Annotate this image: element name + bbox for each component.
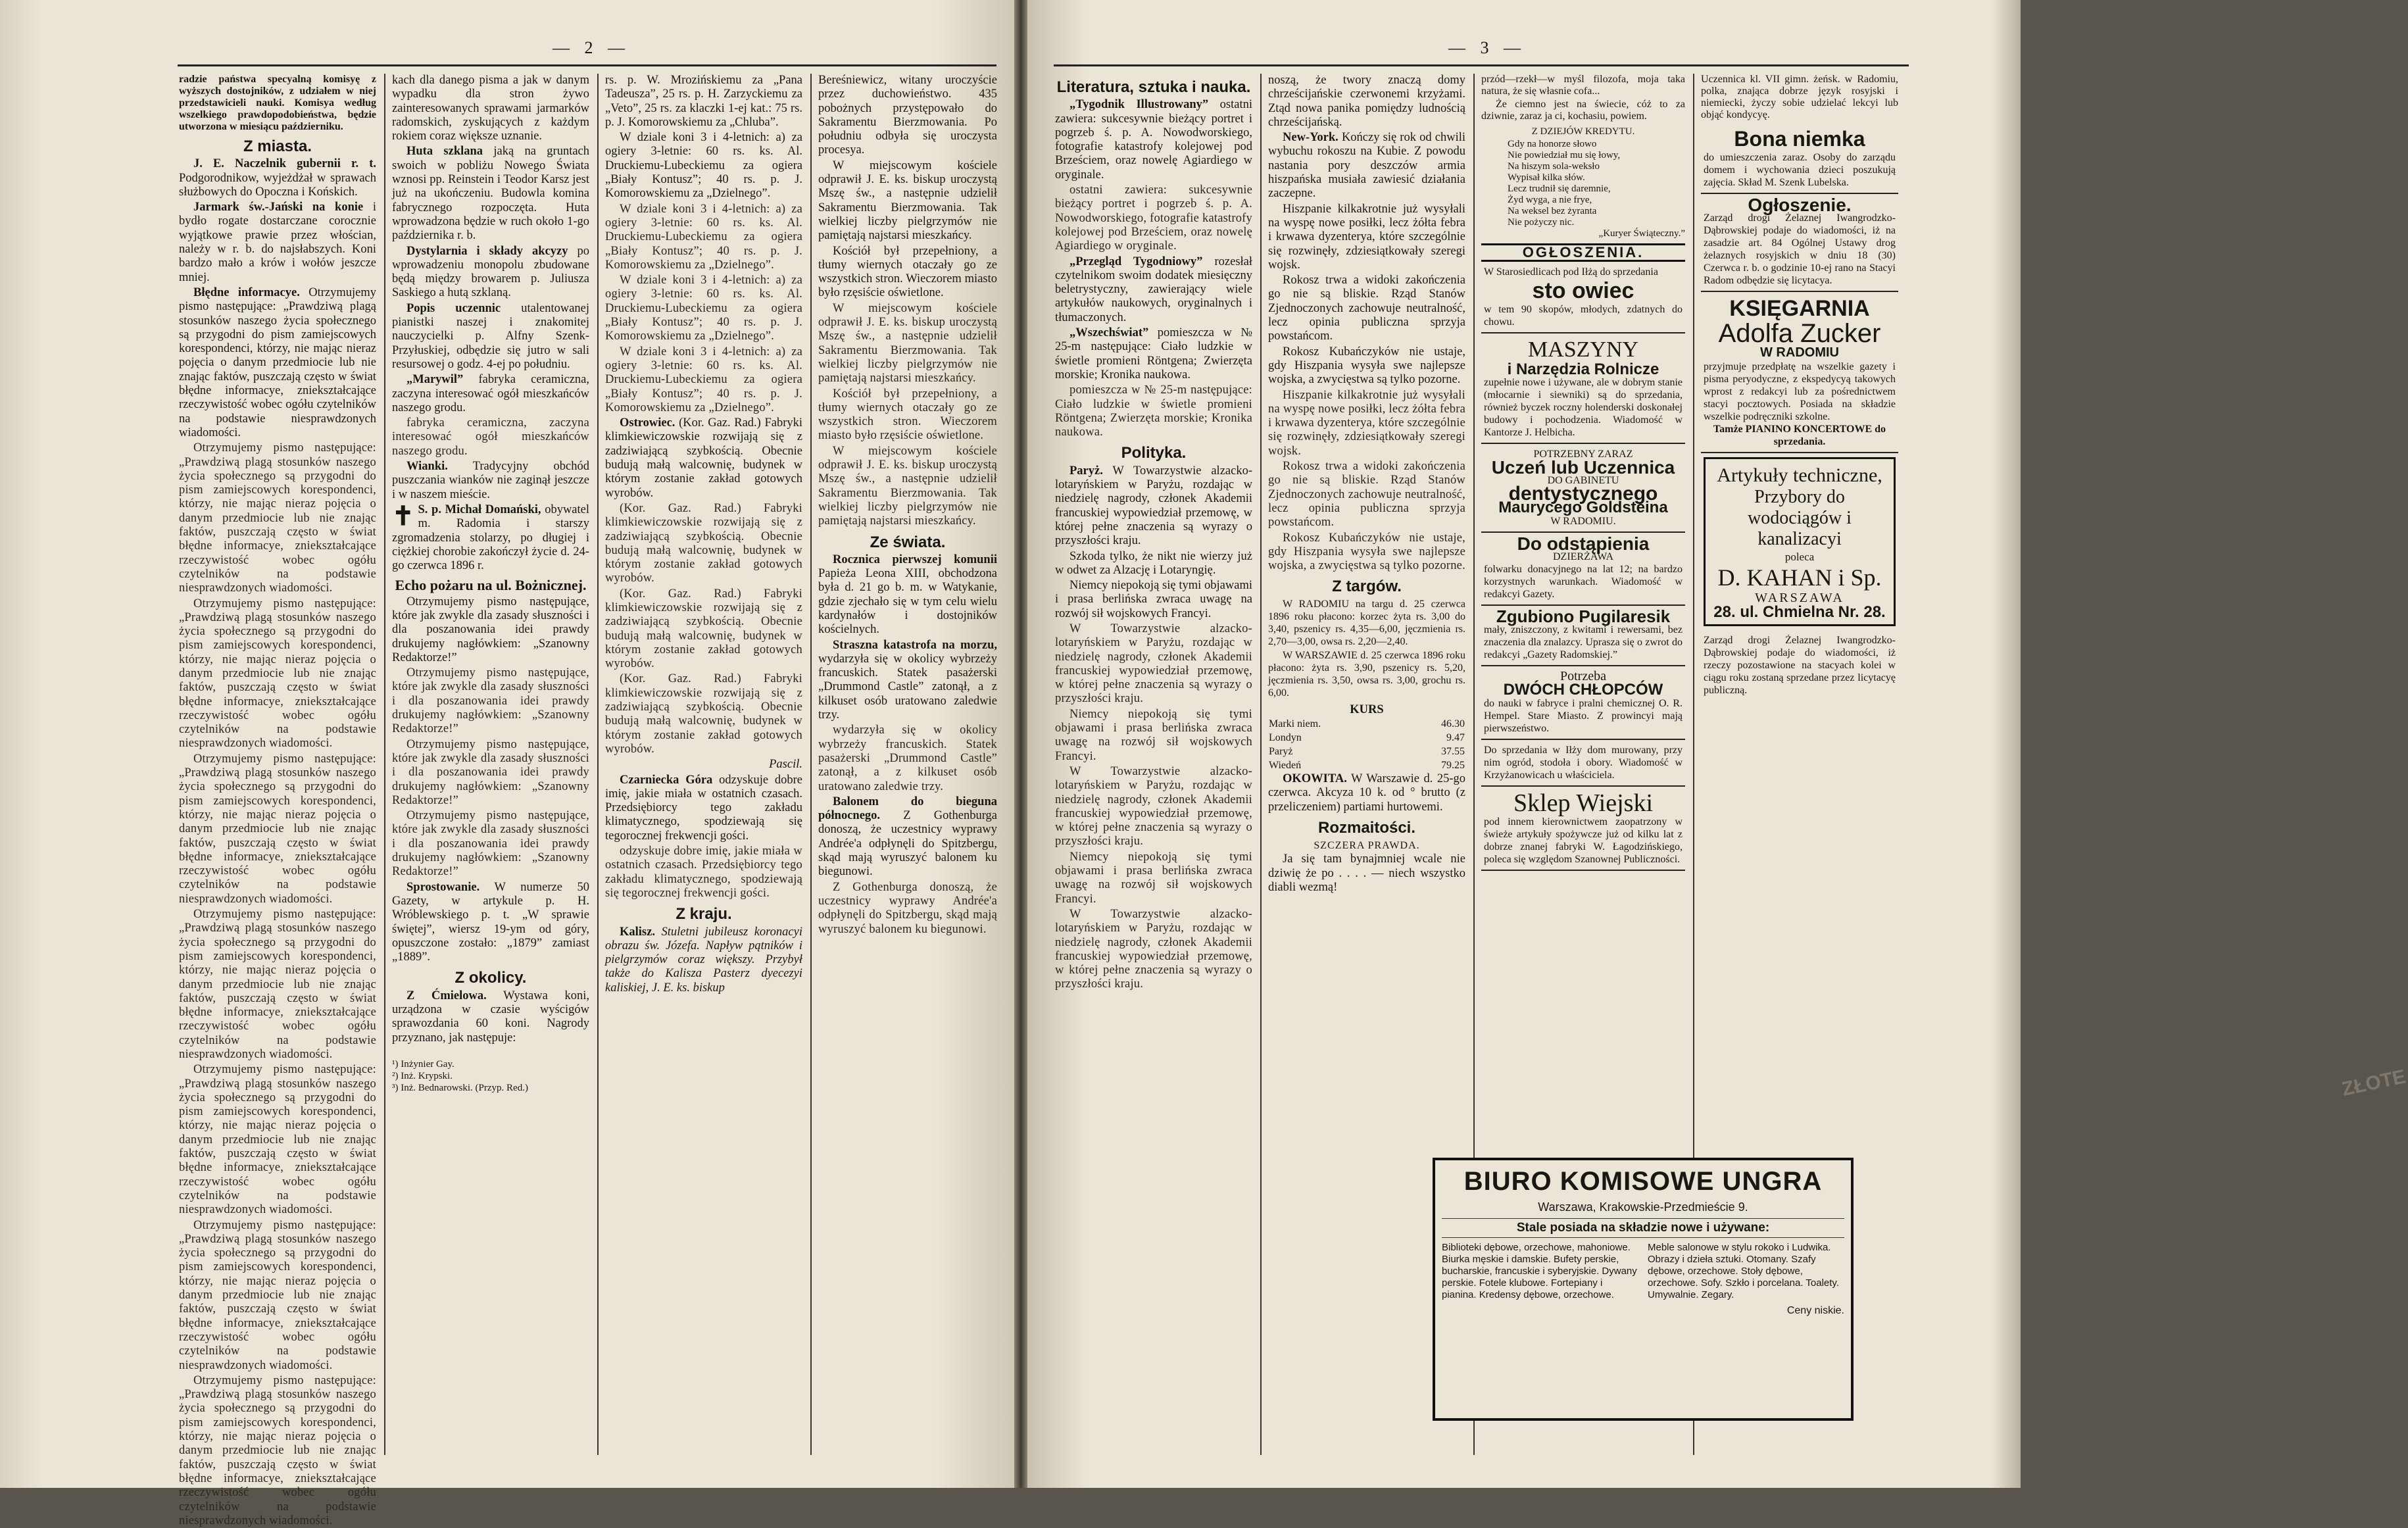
ad-headline: Bona niemka [1734,127,1865,151]
article-text: Otrzymujemy pismo następujące, które jak zwykle dla zasady słuszności i dla poszanowania idei prawdy drukujemy nagłówkiem: „Szanowny Redaktorze!” [392,809,589,879]
ad-text: WARSZAWA [1755,590,1844,605]
article-text: jaką na gruntach swoich w pobliżu Nowego Świata wznosi pp. Reinstein i Teodor Karsz jest już na ukończeniu. Budowla komina fabrycznego rozpoczęta. Huta wprowadzona będzie w ruch około 1-go października r. b. [392,145,590,243]
ad-machines [1481,333,1685,444]
article-text: W dziale koni 3 i 4-letnich: a) za ogiery 3-letnie: 60 rs. ks. Al. Druckiemu-Lubeckiemu za ogiera „Biały Kontusz”; 40 rs. p. J. Komorowskiemu za „Dzielnego”. [605,131,802,201]
lead-text: Wianki. [406,460,448,474]
ad-text: Tamże PIANINO KONCERTOWE do sprzedania. [1713,423,1886,447]
lead-text: „Wszechświat” [1069,326,1149,340]
article-text: (Kor. Gaz. Rad.) Fabryki klimkiewiczowskie rozwijają się z zadziwiającą szybkością. Obecnie budują małą walcownię, budynek w którym zostanie zakład gotowych wyrobów. [605,416,802,500]
table-cell: 46.30 [1441,718,1465,729]
section-heading: Z kraju. [676,905,732,924]
article-text: Otrzymujemy pismo następujące: „Prawdziwą plagą stosunków naszego życia społecznego są przygodni do pism zamiejscowych korespondenci, którzy, nie mając nieraz pojęcia o danym przedmiocie lub nie znając faktów, puszczają często w świat błędne informacye, zniekształcające rzeczywistość wobec ogółu czytelników na podstawie niesprawdzonych wiadomości. [179,1373,376,1527]
cross-icon: ✝ [392,501,414,531]
poem-line: Lecz trudnił się daremnie, [1508,184,1611,195]
ad-headline: D. KAHAN i Sp. [1717,564,1882,591]
ad-dentist [1481,444,1685,533]
poem-line: „Kuryer Świąteczny.” [1598,228,1685,239]
table-row [1268,717,1465,731]
article-text: Rokosz Kubańczyków nie ustaje, gdy Hiszpania wysyła swe najlepsze wojska, a zwycięstwa są tylko pozorne. [1268,345,1465,387]
article-text: Otrzymujemy pismo następujące: „Prawdziwą plagą stosunków naszego życia społecznego są przygodni do pism zamiejscowych korespondenci, którzy, nie mając nieraz pojęcia o danym przedmiocie lub nie znając faktów, puszczają często w świat błędne informacye, zniekształcające rzeczywistość wobec ogółu czytelników na podstawie niesprawdzonych wiadomości. [179,908,376,1061]
ad-text: folwarku donacyjnego na lat 12; na bardzo korzystnych warunkach. Wiadomość w redakcyi Gazety. [1484,564,1683,601]
ad-headline: dentystycznego [1508,483,1658,505]
article-text: Hiszpanie kilkakrotnie już wysyłali na wyspę nowe posiłki, lecz żółta febra i krwawa dyzenterya, które szczególnie się rozwinęły, zdziesiątkowały szeregi wojsk. [1268,388,1465,458]
section-heading: Z miasta. [243,137,312,155]
ad-text: Do sprzedania w Iłży dom murowany, przy nim ogród, stodoła i obory. Wiadomość w Krzyżanowicach u właściciela. [1484,744,1683,781]
article-text: Otrzymujemy pismo następujące, które jak zwykle dla zasady słuszności i dla poszanowania idei prawdy drukujemy nagłówkiem: „Szanowny Redaktorze!” [392,666,589,736]
table-cell: Marki niem. [1269,718,1321,729]
ad-headline: MASZYNY [1527,337,1639,362]
poem-line: Nie powiedział mu się łowy, [1508,150,1621,161]
article-text: rozesłał czytelnikom swoim dodatek miesięczny beletrystyczny, zawierający wiele artykułów naukowych, oryginalnych i tłumaczonych. [1055,255,1253,324]
header-rule-left [178,64,996,66]
footnote: ¹) Inżynier Gay. [392,1058,455,1070]
table-row [1268,758,1465,772]
article-text: fabryka ceramiczna, zaczyna interesować ogół mieszkańców naszego grodu. [392,373,590,414]
article-text: W Towarzystwie alzacko-lotaryńskiem w Paryżu, rozdając w niedzielę nagrody, członek Akademii francuskiej wypowiedział przemowę, w której pełne znaczenia są wyrazy o przyszłości kraju. [1055,764,1252,849]
lead-text: Ostrowiec. [620,416,676,430]
article-text: Niemcy niepokoją się tymi objawami i prasa berlińska zwraca uwagę na rozwój sił wojskowych Francyi. [1055,850,1252,906]
lead-text: „Marywil” [406,373,464,387]
article-text: fabryka ceramiczna, zaczyna interesować ogół mieszkańców naszego grodu. [392,416,589,458]
book-gutter [1014,0,1027,1488]
ad-text: DZIERŻAWA [1552,551,1614,563]
footnote: ³) Inż. Bednarowski. (Przyp. Red.) [392,1082,528,1093]
poem [1481,139,1685,239]
column-intro: przód—rzekł—w myśl filozofa, moja taka natura, że się własnie cofa... [1481,74,1685,97]
signature: Pascil. [769,758,802,772]
left-column-4 [818,74,997,1455]
header-rule-right [1054,64,1909,66]
footnotes [392,1058,589,1094]
ad-text: zupełnie nowe i używane, ale w dobrym stanie (młocarnie i siewniki) są do sprzedania, również byczek roczny holenderski doskonałej budowy i pochodzenia. Wiadomość w Kantorze J. Helbicha. [1484,376,1683,438]
ad-subheadline: Przybory do wodociągów i kanalizacyi [1748,486,1852,549]
table-row [1268,731,1465,745]
article-text: (Kor. Gaz. Rad.) Fabryki klimkiewiczowskie rozwijają się z zadziwiającą szybkością. Obecnie budują małą walcownię, budynek w którym zostanie zakład gotowych wyrobów. [605,501,802,585]
article-text: W dziale koni 3 i 4-letnich: a) za ogiery 3-letnie: 60 rs. ks. Al. Druckiemu-Lubeckiemu za ogiera „Biały Kontusz”; 40 rs. p. J. Komorowskiemu za „Dzielnego”. [605,345,802,414]
article-text: Kościół był przepełniony, a tłumy wiernych otaczały go ze wszystkich stron. Wieczorem miasto było rzęsiście oświetlone. [818,244,997,300]
ad-headline: DWÓCH CHŁOPCÓW [1503,681,1663,699]
article-text: Otrzymujemy pismo następujące: „Prawdziwą plagą stosunków naszego życia społecznego są przygodni do pism zamiejscowych korespondenci, którzy, nie mając nieraz pojęcia o danym przedmiocie lub nie znając faktów, puszczają często w świat błędne informacye, zniekształcające rzeczywistość wobec ogółu czytelników na podstawie niesprawdzonych wiadomości. [179,1063,376,1217]
table-cell: Wiedeń [1269,759,1302,771]
article-text: Kościół był przepełniony, a tłumy wiernych otaczały go ze wszystkich stron. Wieczorem miasto było rzęsiście oświetlone. [818,387,997,443]
lead-text: Paryż. [1069,464,1103,478]
subheading: Z DZIEJÓW KREDYTU. [1531,126,1635,137]
article-text: pomieszcza w № 25-m następujące: Ciało ludzkie w świetle promieni Röntgena; Zwierzęta morskie; Kronika naukowa. [1055,326,1253,382]
ad-headline: Ogłoszenie. [1748,195,1852,215]
table-cell: Paryż [1269,745,1293,757]
column-intro: rs. p. W. Mrozińskiemu za „Pana Tadeusza”, 25 rs. p. H. Zarzyckiemu za „Veto”, 25 rs. za klaczki 1-ej kat.: 75 rs. p. J. Komorowskiemu za „Chluba”. [605,74,802,129]
article-text: Papieża Leona XIII, obchodzona była d. 21 go b. m. w Watykanie, gdzie zjechało się w tym celu wielu kardynałów i dostojników kościelnych. [818,567,997,637]
article-text: W Towarzystwie alzacko-lotaryńskiem w Paryżu, rozdając w niedzielę nagrody, członek Akademii francuskiej wypowiedział przemowę, w której pełne znaczenia są wyrazy o przyszłości kraju. [1055,464,1252,548]
section-heading: Polityka. [1121,444,1187,462]
column-divider [810,74,812,1455]
ad-kahan [1704,457,1896,627]
section-heading: Rozmaitości. [1317,818,1416,837]
ad-railway [1701,630,1898,701]
lead-text: J. E. Naczelnik gubernii r. t. [193,157,376,171]
exchange-heading: KURS [1350,702,1384,716]
article-text: Otrzymujemy pismo następujące: „Prawdziwą plagą stosunków naszego życia społecznego są przygodni do pism zamiejscowych korespondenci, którzy, nie mając nieraz pojęcia o danym przedmiocie lub nie znając faktów, puszczają często w świat błędne informacye, zniekształcające rzeczywistość wobec ogółu czytelników na podstawie niesprawdzonych wiadomości. [179,752,376,906]
ad-headline: sto owiec [1532,278,1634,303]
table-cell: 9.47 [1446,731,1465,743]
column-intro: Bereśniewicz, witany uroczyście przez duchowieństwo. 435 pobożnych przystępowało do Sakramentu Bierzmowania. Po południu odbyła się uroczysta procesya. [818,74,997,157]
ad-biuro-ungra [1433,1158,1854,1421]
ad-headline: Do odstąpienia [1517,533,1650,554]
lead-text: „Tygodnik Illustrowany” [1069,98,1209,112]
article-text: (Kor. Gaz. Rad.) Fabryki klimkiewiczowskie rozwijają się z zadziwiającą szybkością. Obecnie budują małą walcownię, budynek w którym zostanie zakład gotowych wyrobów. [605,672,802,756]
article-text: Niemcy niepokoją się tymi objawami i prasa berlińska zwraca uwagę na rozwój sił wojskowych Francyi. [1055,579,1252,620]
article-text: Podgorodnikow, wyjeżdżał w sprawach służbowych do Opoczna i Końskich. [179,171,376,199]
ad-address: Warszawa, Krakowskie-Przedmieście 9. [1538,1200,1748,1214]
market-report: W RADOMIU na targu d. 25 czerwca 1896 roku płacono: korzec żyta rs. 3,00 do 3,40, pszenicy rs. 4,35—6,00, jęczmienia rs. 2,70—3,00, owsa rs. 2,20—2,40. [1268,598,1465,647]
ad-subheadline: W RADOMIU [1760,345,1839,360]
article-text: Z Gothenburga donoszą, że uczestnicy wyprawy Andrée'a odpłynęli do Spitzbergu, skąd mają wyruszyć balonem ku biegunowi. [818,880,997,936]
ad-bookstore [1701,292,1898,453]
article-text: Otrzymujemy pismo następujące: „Prawdziwą plagą stosunków naszego życia społecznego są przygodni do pism zamiejscowych korespondenci, którzy, nie mając nieraz pojęcia o danym przedmiocie lub nie znając faktów, puszczają często w świat błędne informacye, zniekształcające rzeczywistość wobec ogółu czytelników na podstawie niesprawdzonych wiadomości. [179,441,376,595]
ad-text: Biblioteki dębowe, orzechowe, mahoniowe. Biurka męskie i damskie. Bufety perskie, bucharskie, francuskie i syberyjskie. Dywany perskie. Fotele klubowe. Fortepiany i pianina. Kredensy dębowe, orzechowe. [1442,1242,1637,1300]
page-number-left: — 2 — [553,38,630,57]
column-intro: kach dla danego pisma a jak w danym wypadku dla stron żywo zainteresowanych sprawami jarmarków radomskich, zyskujących z każdym rokiem coraz większe uznanie. [392,74,589,143]
footnote: ²) Inż. Krypski. [392,1070,453,1081]
ad-text: Potrzeba [1560,669,1606,684]
market-report: W WARSZAWIE d. 25 czerwca 1896 roku płacono: żyta rs. 3,90, pszenicy rs. 5,20, jęczmienia rs. 3,50, owsa rs. 3,00, grochu rs. 6,00. [1268,649,1465,699]
ad-subheadline: i Narzędzia Rolnicze [1507,360,1659,378]
ad-shop [1481,787,1685,871]
ad-headline: Zgubiono Pugilaresik [1496,606,1671,627]
article-text: Że ciemno jest na świecie, cóż to za dziwnie, zaraz ja ci, kochasiu, powiem. [1481,99,1685,122]
lead-text: Dystylarnia i składy akcyzy [406,244,568,258]
lead-text: Z Ćmielowa. [406,989,487,1002]
left-page [0,0,1014,1527]
article-text: (Kor. Gaz. Rad.) Fabryki klimkiewiczowskie rozwijają się z zadziwiającą szybkością. Obecnie budują małą walcownię, budynek w którym zostanie zakład gotowych wyrobów. [605,587,802,671]
article-text: Kończy się rok od chwili wybuchu rokoszu na Kubie. Z powodu nastania pory deszczów armia hiszpańska musiała zawiesić działania zaczepne. [1268,131,1465,201]
ad-headline: Sklep Wiejski [1513,789,1654,817]
ad-text: POTRZEBNY ZARAZ [1533,448,1633,460]
lead-text: Huta szklana [406,145,483,159]
article-text: Ja się tam bynajmniej wcale nie dziwię że po . . . . — niech wszystko diabli wezmą! [1268,852,1465,895]
ad-text: do nauki w fabryce i pralni chemicznej O. R. Hempel. Stare Miasto. Z prowincyi mają pierwszeństwo. [1484,697,1683,734]
left-column-2 [392,74,589,1455]
article-text: Wystawa koni, urządzona w czasie wyścigów sprawozdania 60 koni. Nagrody przyznano, jak następuje: [392,989,589,1045]
article-text: Otrzymujemy pismo następujące, które jak zwykle dla zasady słuszności i dla poszanowania idei prawdy drukujemy nagłówkiem: „Szanowny Redaktorze!” [392,595,589,664]
ad-headline: KSIĘGARNIA [1729,296,1870,322]
subheading: SZCZERA PRAWDA. [1314,840,1420,852]
article-text: Otrzymujemy pismo następujące: „Prawdziwą plagą stosunków naszego życia społecznego są przygodni do pism zamiejscowych korespondenci, którzy, nie mając nieraz pojęcia o danym przedmiocie lub nie znając faktów, puszczają często w świat błędne informacye, zniekształcające rzeczywistość wobec ogółu czytelników na podstawie niesprawdzonych wiadomości. [179,1218,376,1372]
column-intro: noszą, że twory znaczą domy chrześcijańskie czerwonemi krzyżami. Ztąd nowa panika pomiędzy ludnością chrześcijańską. [1268,74,1465,129]
article-text: W Warszawie d. 25-go czerwca. Akcyza 10 k. od ° brutto (z przeliczeniem) partiami hurtowemi. [1268,772,1466,814]
lead-text: Czarniecka Góra [620,773,713,787]
ad-headline: Adolfa Zucker [1718,319,1881,349]
lead-text: Popis uczennic [406,301,501,315]
article-text: ostatni zawiera: sukcesywnie bieżący portret i pogrzeb ś. p. A. Nowodworskiego, fotografie katastrofy kolejowej pod Brześciem, oraz nowelę Agiardiego w oryginale. [1055,98,1252,182]
ad-text: Ceny niskie. [1786,1305,1844,1316]
article-text: W Towarzystwie alzacko-lotaryńskiem w Paryżu, rozdając w niedzielę nagrody, członek Akademii francuskiej wypowiedział przemowę, w której pełne znaczenia są wyrazy o przyszłości kraju. [1055,622,1252,706]
article-text: Szkoda tylko, że nikt nie wierzy już w odwet za Alzację i Lotaryngię. [1055,549,1252,577]
poem-line: Żyd wyga, a nie frye, [1508,195,1592,206]
ad-item-list [1442,1242,1844,1301]
article-text: Tradycyjny obchód puszczania wianków nie zaginął jeszcze i w naszem mieście. [392,460,589,501]
ad-text: Zarząd drogi Żelaznej Iwangrodzko-Dąbrowskiej podaje do wiadomości, iż na zasadzie art. 84 Ogólnej Ustawy drog żelaznych rosyjskich w dniu 18 (30) Czerwca r. b. o godzinie 10-ej rano na Stacyi Radom odbędzie się licytacya. [1704,212,1896,287]
article-text: W miejscowym kościele odprawił J. E. ks. biskup uroczystą Mszę św., a następnie udzielił Sakramentu Bierzmowania. Tak wielkiej liczby pielgrzymów nie pamiętają najstarsi mieszkańcy. [818,159,997,243]
poem-line: Wypisał kilka słów. [1508,172,1585,184]
table-cell: 79.25 [1441,759,1465,771]
article-text: W dziale koni 3 i 4-letnich: a) za ogiery 3-letnie: 60 rs. ks. Al. Druckiemu-Lubeckiemu za ogiera „Biały Kontusz”; 40 rs. p. J. Komorowskiemu za „Dzielnego”. [605,274,802,343]
article-text: Otrzymujemy pismo następujące: „Prawdziwą plagą stosunków naszego życia społecznego są przygodni do pism zamiejscowych korespondenci, którzy, nie mając nieraz pojęcia o danym przedmiocie lub nie znając faktów, puszczają często w świat błędne informacye, zniekształcające rzeczywistość wobec ogółu czytelników na podstawie niesprawdzonych wiadomości. [179,597,376,751]
poem-line: Na hiszym sola-weksło [1508,161,1600,172]
ad-subheadline: Stale posiada na składzie nowe i używane: [1442,1218,1844,1238]
article-text: W miejscowym kościele odprawił J. E. ks. biskup uroczystą Mszę św., a następnie udzielił Sakramentu Bierzmowania. Tak wielkiej liczby pielgrzymów nie pamiętają najstarsi mieszkańcy. [818,444,997,528]
article-text: odzyskuje dobre imię, jakie miała w ostatnich czasach. Przedsiębiorcy tego zakładu klimatycznego, spodziewają się tegorocznej frekwencji gości. [605,773,803,843]
left-column-1 [179,74,376,1527]
ad-headline: Uczeń lub Uczennica [1491,456,1675,478]
article-text: Z Gothenburga donoszą, że uczestnicy wyprawy Andrée'a odpłynęli do Spitzbergu, skąd mają wyruszyć balonem ku biegunowi. [818,809,997,879]
column-intro: Uczennica kl. VII gimn. żeńsk. w Radomiu, polka, znająca dobrze język rosyjski i niemiecki, życzy sobie udzielać lekcyi lub objąć kondycyę. [1701,74,1898,120]
column-divider [1260,74,1262,1455]
article-text: Rokosz Kubańczyków nie ustaje, gdy Hiszpania wysyła swe najlepsze wojska, a zwycięstwa są tylko pozorne. [1268,531,1465,573]
article-text: Niemcy niepokoją się tymi objawami i prasa berlińska zwraca uwagę na rozwój sił wojskowych Francyi. [1055,707,1252,763]
article-text: pomieszcza w № 25-m następujące: Ciało ludzkie w świetle promieni Röntgena; Zwierzęta morskie; Kronika naukowa. [1055,383,1252,439]
ad-text: W RADOMIU. [1550,515,1616,527]
article-text: wydarzyła się w okolicy wybrzeży francuskich. Statek pasażerski „Drummond Castle” zatonął, a z kilkuset osób uratowano zaledwie trzy. [818,652,997,722]
lead-text: Straszna katastrofa na morzu, [833,638,997,652]
ad-text: pod innem kierownictwem zaopatrzony w świeże artykuły spożywcze już od kilku lat z dobrze znanej fabryki W. Łagodzińskiego, poleca się względom Szanownej Publiczności. [1484,816,1683,865]
poem-line: Gdy na honorze słowo [1508,139,1597,150]
section-heading: Literatura, sztuka i nauka. [1056,78,1251,96]
faded-stamp: ZŁOTE [2340,1066,2408,1100]
ad-headline: Artykuły techniczne, [1717,464,1882,486]
poem-line: Nie pożyczy nic. [1508,217,1575,228]
article-text: wydarzyła się w okolicy wybrzeży francuskich. Statek pasażerski „Drummond Castle” zatonął, a z kilkuset osób uratowano zaledwie trzy. [818,724,997,793]
ad-text: DO GABINETU [1547,475,1619,487]
ad-text: Meble salonowe w stylu rokoko i Ludwika. Obrazy i dzieła sztuki. Otomany. Szafy dębowe, orzechowe. Stoły dębowe, orzechowe. Sofy. Szkło i porcelana. Toalety. Umywalnie. Zegary. [1648,1242,1839,1300]
right-column-1 [1055,74,1252,1455]
ad-address: 28. ul. Chmielna Nr. 28. [1713,603,1886,622]
ad-text: poleca [1784,550,1815,563]
section-heading: Ze świata. [870,533,946,551]
article-text: W miejscowym kościele odprawił J. E. ks. biskup uroczystą Mszę św., a następnie udzielił Sakramentu Bierzmowania. Tak wielkiej liczby pielgrzymów nie pamiętają najstarsi mieszkańcy. [818,301,997,385]
ad-text: przyjmuje przedpłatę na wszelkie gazety i pisma peryodyczne, z ekspedycyą takowych wprost z redakcyi lub za pośrednictwem stacyi pocztowych. Posiada na składzie wszelkie podręczniki szkolne. [1704,360,1896,422]
article-text: Rokosz trwa a widoki zakończenia go nie są bliskie. Rząd Stanów Zjednoczonych zachowuje neutralność, lecz opinia publiczna sprzyja powstańcom. [1268,274,1465,343]
ad-boys [1481,666,1685,739]
column-divider [384,74,385,1455]
table-row [1268,745,1465,758]
ad-text: Zarząd drogi Żelaznej Iwangrodzko-Dąbrowskiej podaje do wiadomości, iż rzeczy pozostawione na stacyach kolei w ciągu roku zostaną sprzedane przez licytacyę publiczną. [1704,635,1896,697]
table-cell: 37.55 [1441,745,1465,757]
article-text: po wprowadzeniu monopolu zbudowane będą między browarem p. Juliusza Saskiego a hutą szklaną. [392,244,589,300]
page-number-right: — 3 — [1448,38,1526,57]
table-cell: Londyn [1269,731,1302,743]
left-column-3 [605,74,802,1455]
ad-text: do umieszczenia zaraz. Osoby do zarządu domem i wychowania dzieci poszukują zajęcia. Skład M. Szenk Lubelska. [1704,152,1896,188]
ad-wallet [1481,606,1685,666]
ad-text: mały, zniszczony, z kwitami i rewersami, bez znaczenia dla znalazcy. Uprasza się o zwrot do redakcyi „Gazety Radomskiej.” [1484,624,1683,661]
section-heading: OGŁOSZENIA. [1481,243,1685,261]
article-text: odzyskuje dobre imię, jakie miała w ostatnich czasach. Przedsiębiorcy tego zakładu klimatycznego, spodziewają się tegorocznej frekwencji gości. [605,845,802,900]
lead-text: Błędne informacye. [193,285,300,299]
article-text: utalentowanej pianistki naszej i znakomitej nauczycielki p. Alfny Szenk-Przyłuskiej, odbędzie się jutro w sali resursowej o godz. 4-ej po południu. [392,301,590,371]
section-heading: Z targów. [1332,578,1402,596]
lead-text: New-York. [1283,131,1339,145]
ad-house [1481,740,1685,787]
article-text: Otrzymujemy pismo następujące: „Prawdziwą plagą stosunków naszego życia społecznego są przygodni do pism zamiejscowych korespondenci, którzy, nie mając nieraz pojęcia o danym przedmiocie lub nie znając faktów, puszczają często w świat błędne informacye, zniekształcające rzeczywistość wobec ogółu czytelników na podstawie niesprawdzonych wiadomości. [179,285,376,439]
article-text: obywatel m. Radomia i starszy zgromadzenia stolarzy, po długiej i ciężkiej chorobie zakończył życie d. 24-go czerwca 1896 r. [392,503,589,573]
lead-text: OKOWITA. [1283,772,1347,785]
ad-nanny [1701,122,1898,194]
lead-text: Jarmark św.-Jański na konie [193,201,364,214]
ad-text: W Starosiedlicach pod Iłżą do sprzedania [1484,266,1658,278]
article-text: Hiszpanie kilkakrotnie już wysyłali na wyspę nowe posiłki, lecz żółta febra i krwawa dyzenterya, które szczególnie się rozwinęły, zdziesiątkowały szeregi wojsk. [1268,202,1465,272]
article-text: Otrzymujemy pismo następujące, które jak zwykle dla zasady słuszności i dla poszanowania idei prawdy drukujemy nagłówkiem: „Szanowny Redaktorze!” [392,737,589,807]
column-intro: radzie państwa specyalną komisyę z wyższych dostojników, z udziałem w niej przedstawicieli nauki. Komisya według wszelkiego prawdopodobieństwa, będzie utworzona w miesiącu październiku. [179,74,376,132]
article-text: Stuletni jubileusz koronacyi obrazu św. Józefa. Napływ pątników i pielgrzymów coraz większy. Przybył także do Kalisza Pasterz dyecezyi kaliskiej, J. E. ks. biskup [605,925,802,995]
ad-subheadline: Maurycego Goldsteina [1498,499,1668,517]
lead-text: Kalisz. [620,925,655,939]
lead-text: S. p. Michał Domański, [418,503,541,516]
article-text: ostatni zawiera: sukcesywnie bieżący portret i pogrzeb ś. p. A. Nowodworskiego, fotografie katastrofy kolejowej pod Brześciem, oraz nowelę Agiardiego w oryginale. [1055,184,1252,253]
section-heading: Z okolicy. [455,969,527,987]
subheading: Echo pożaru na ul. Bożnicznej. [395,577,587,594]
article-text: Rokosz trwa a widoki zakończenia go nie są bliskie. Rząd Stanów Zjednoczonych zachowuje neutralność, lecz opinia publiczna sprzyja powstańcom. [1268,460,1465,530]
lead-text: Balonem do bieguna północnego. [818,795,997,823]
column-divider [597,74,599,1455]
article-text: i bydło rogate dostarczane corocznie wyjątkowe prawie przez włościan, należy w r. b. do najsłabszych. Koni bardzo mało a krów i wołów jeszcze mniej. [179,201,376,284]
article-text: W dziale koni 3 i 4-letnich: a) za ogiery 3-letnie: 60 rs. ks. Al. Druckiemu-Lubeckiemu za ogiera „Biały Kontusz”; 40 rs. p. J. Komorowskiemu za „Dzielnego”. [605,202,802,272]
article-text: W numerze 50 Gazety, w artykule p. H. Wróblewskiego p. t. „W sprawie świętej”, wiersz 19-ym od góry, opuszczone zostało: „1879” zamiast „1889”. [392,880,590,964]
lead-text: „Przegląd Tygodniowy” [1069,255,1203,268]
ad-lease [1481,533,1685,606]
ad-headline: BIURO KOMISOWE UNGRA [1463,1167,1823,1196]
exchange-table [1268,717,1465,772]
ad-text: w tem 90 skopów, młodych, zdatnych do chowu. [1484,303,1683,328]
poem-line: Na weksel bez żyranta [1508,206,1597,217]
lead-text: Rocznica pierwszej komunii [833,553,997,566]
ad-sheep [1481,262,1685,333]
ad-notice [1701,194,1898,292]
lead-text: Sprostowanie. [406,880,480,894]
article-text: W Towarzystwie alzacko-lotaryńskiem w Paryżu, rozdając w niedzielę nagrody, członek Akademii francuskiej wypowiedział przemowę, w której pełne znaczenia są wyrazy o przyszłości kraju. [1055,907,1252,991]
